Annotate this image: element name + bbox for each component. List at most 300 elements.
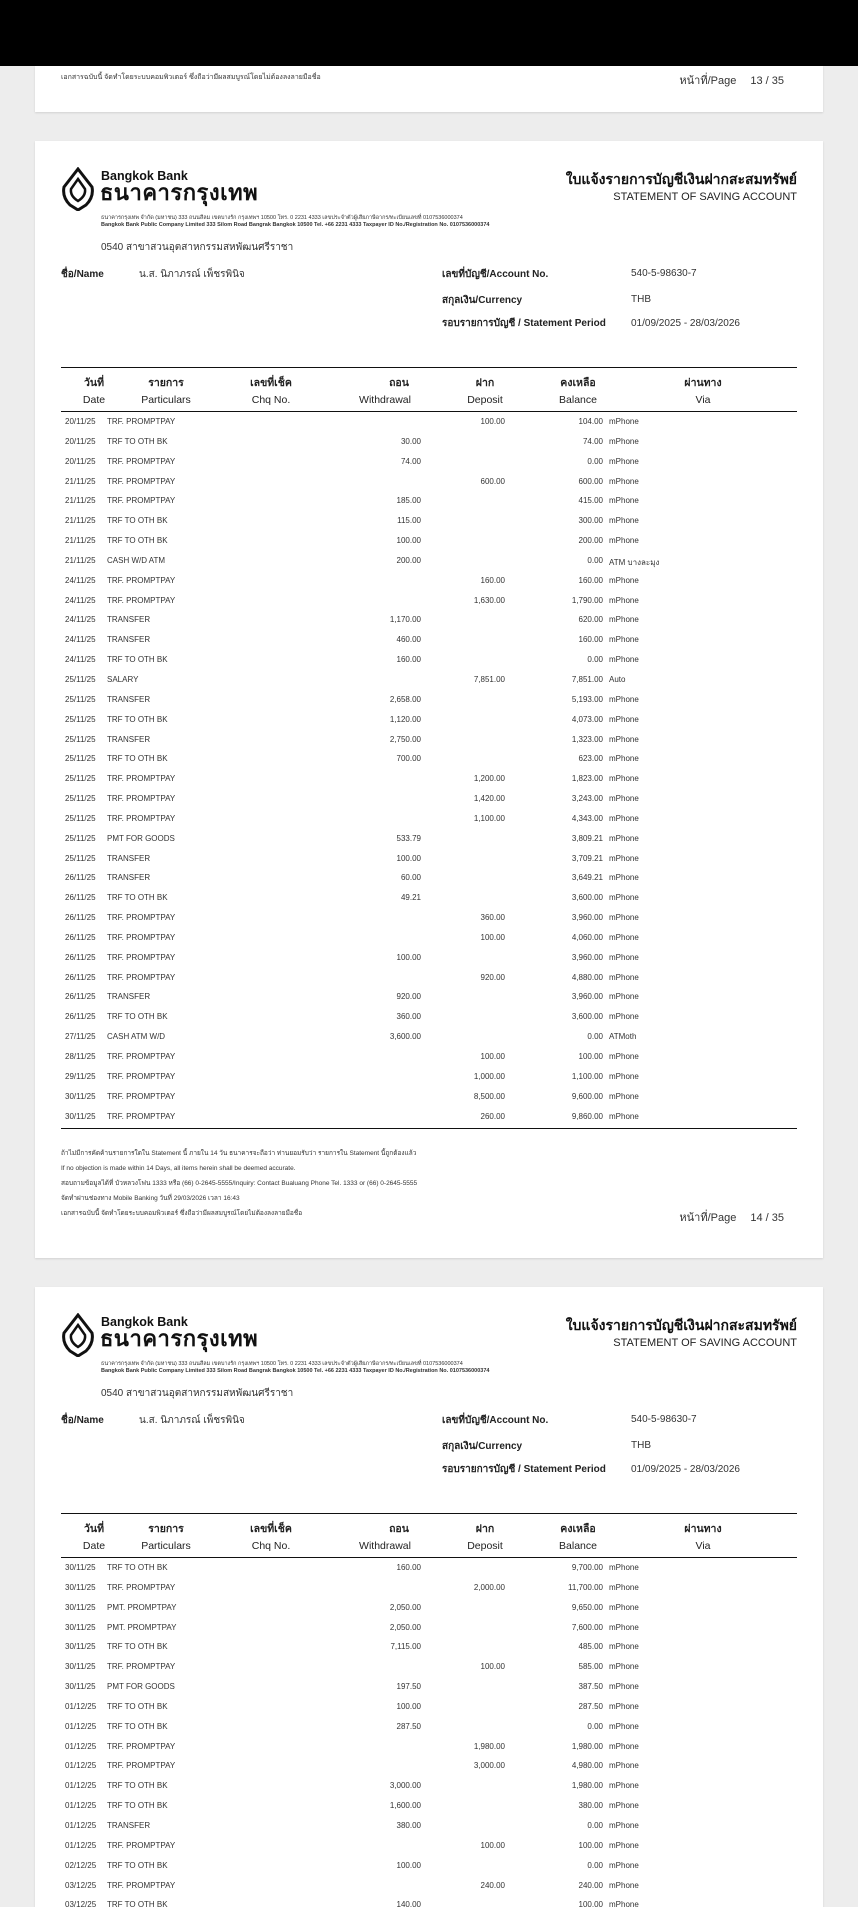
row-deposit: 7,851.00 bbox=[473, 674, 505, 684]
table-row bbox=[61, 1677, 797, 1697]
col-balance-en: Balance bbox=[559, 394, 597, 406]
row-via: mPhone bbox=[609, 1682, 639, 1692]
row-date: 01/12/25 bbox=[65, 1801, 97, 1811]
row-date: 28/11/25 bbox=[65, 1052, 96, 1061]
row-particulars: TRF. PROMPTPAY bbox=[107, 1111, 176, 1121]
row-particulars: TRF TO OTH BK bbox=[107, 1563, 168, 1572]
row-particulars: PMT FOR GOODS bbox=[107, 1682, 175, 1692]
row-balance: 200.00 bbox=[578, 536, 603, 546]
row-deposit: 160.00 bbox=[480, 575, 505, 585]
table-row bbox=[61, 1836, 797, 1856]
row-via: mPhone bbox=[609, 932, 639, 942]
col-deposit-th: ฝาก bbox=[475, 1523, 495, 1535]
row-deposit: 240.00 bbox=[480, 1880, 505, 1890]
table-row bbox=[61, 1697, 797, 1717]
col-withdrawal-en: Withdrawal bbox=[359, 394, 411, 406]
row-date: 25/11/25 bbox=[65, 833, 96, 843]
col-particulars-th: รายการ bbox=[148, 1523, 184, 1535]
row-via: mPhone bbox=[609, 575, 639, 585]
statement-title-th: ใบแจ้งรายการบัญชีเงินฝากสะสมทรัพย์ bbox=[565, 171, 797, 187]
table-row bbox=[61, 888, 797, 908]
row-withdrawal: 920.00 bbox=[396, 992, 421, 1002]
table-top-rule bbox=[61, 1513, 797, 1514]
col-chq-th: เลขที่เช็ค bbox=[250, 1523, 292, 1535]
row-withdrawal: 185.00 bbox=[396, 496, 421, 506]
account-no-value: 540-5-98630-7 bbox=[631, 268, 697, 279]
row-date: 26/11/25 bbox=[65, 972, 96, 982]
row-via: mPhone bbox=[609, 1741, 639, 1751]
account-no-label: เลขที่บัญชี/Account No. bbox=[442, 269, 549, 280]
col-balance-th: คงเหลือ bbox=[560, 377, 596, 389]
row-via: mPhone bbox=[609, 694, 639, 704]
table-row bbox=[61, 1657, 797, 1677]
statement-period-label: รอบรายการบัญชี / Statement Period bbox=[442, 318, 606, 329]
statement-period-value: 01/09/2025 - 28/03/2026 bbox=[631, 1464, 740, 1475]
col-via-th: ผ่านทาง bbox=[684, 1523, 722, 1535]
row-date: 20/11/25 bbox=[65, 417, 96, 426]
row-balance: 3,809.21 bbox=[571, 833, 603, 843]
row-via: mPhone bbox=[609, 615, 639, 625]
row-deposit: 360.00 bbox=[480, 913, 505, 923]
table-row bbox=[61, 670, 797, 690]
row-withdrawal: 160.00 bbox=[396, 655, 421, 665]
col-particulars-en: Particulars bbox=[141, 1540, 191, 1552]
row-withdrawal: 74.00 bbox=[400, 456, 421, 466]
row-withdrawal: 160.00 bbox=[396, 1563, 421, 1572]
row-date: 21/11/25 bbox=[65, 536, 96, 546]
row-particulars: TRANSFER bbox=[107, 694, 151, 704]
table-row bbox=[61, 452, 797, 472]
row-particulars: TRF. PROMPTPAY bbox=[107, 1741, 176, 1751]
row-balance: 1,980.00 bbox=[571, 1741, 603, 1751]
table-row bbox=[61, 868, 797, 888]
row-balance: 485.00 bbox=[578, 1642, 603, 1652]
row-particulars: TRF TO OTH BK bbox=[107, 893, 168, 903]
row-particulars: TRANSFER bbox=[107, 1820, 151, 1830]
row-via: mPhone bbox=[609, 972, 639, 982]
disclaimer-th: ถ้าไม่มีการคัดค้านรายการใดใน Statement นี้ ภายใน 14 วัน ธนาคารจะถือว่า ท่านยอมรับว่า รายการใน Statement นี้ถูกต้องแล้ว bbox=[61, 1150, 417, 1157]
row-deposit: 1,200.00 bbox=[473, 774, 505, 784]
row-via: mPhone bbox=[609, 734, 639, 744]
row-balance: 9,650.00 bbox=[571, 1602, 603, 1612]
row-particulars: TRF TO OTH BK bbox=[107, 1860, 168, 1870]
row-date: 27/11/25 bbox=[65, 1032, 96, 1042]
table-row bbox=[61, 432, 797, 452]
statement-title-en: STATEMENT OF SAVING ACCOUNT bbox=[613, 191, 797, 203]
table-row bbox=[61, 829, 797, 849]
row-balance: 1,100.00 bbox=[571, 1071, 603, 1081]
row-particulars: CASH W/D ATM bbox=[107, 555, 166, 565]
row-via: mPhone bbox=[609, 1721, 639, 1731]
row-via: mPhone bbox=[609, 1701, 639, 1711]
row-via: mPhone bbox=[609, 595, 639, 605]
col-date-en: Date bbox=[82, 394, 106, 406]
account-holder-name: น.ส. นิภาภรณ์ เพ็ชรพินิจ bbox=[139, 1415, 245, 1426]
table-row bbox=[61, 809, 797, 829]
row-date: 26/11/25 bbox=[65, 992, 96, 1002]
row-particulars: TRF. PROMPTPAY bbox=[107, 595, 176, 605]
table-row bbox=[61, 948, 797, 968]
col-deposit-th: ฝาก bbox=[475, 377, 495, 389]
row-particulars: SALARY bbox=[107, 674, 139, 684]
row-balance: 585.00 bbox=[578, 1662, 603, 1672]
table-row bbox=[61, 789, 797, 809]
row-via: mPhone bbox=[609, 952, 639, 962]
row-deposit: 600.00 bbox=[480, 476, 505, 486]
row-particulars: TRANSFER bbox=[107, 853, 151, 863]
row-particulars: TRF. PROMPTPAY bbox=[107, 1840, 176, 1850]
bank-name-en: Bangkok Bank bbox=[101, 169, 188, 183]
row-particulars: TRF TO OTH BK bbox=[107, 536, 168, 546]
row-date: 30/11/25 bbox=[65, 1602, 96, 1612]
row-balance: 100.00 bbox=[578, 1840, 603, 1850]
row-date: 30/11/25 bbox=[65, 1622, 96, 1632]
row-via: mPhone bbox=[609, 853, 639, 863]
row-date: 25/11/25 bbox=[65, 754, 96, 764]
account-no-label: เลขที่บัญชี/Account No. bbox=[442, 1415, 549, 1426]
row-withdrawal: 2,050.00 bbox=[389, 1602, 421, 1612]
row-date: 20/11/25 bbox=[65, 456, 96, 466]
row-particulars: TRF. PROMPTPAY bbox=[107, 456, 176, 466]
row-particulars: TRF TO OTH BK bbox=[107, 1701, 168, 1711]
col-chq-th: เลขที่เช็ค bbox=[250, 377, 292, 389]
row-balance: 74.00 bbox=[582, 436, 603, 446]
row-via: mPhone bbox=[609, 794, 639, 804]
table-row bbox=[61, 1717, 797, 1737]
row-withdrawal: 100.00 bbox=[396, 853, 421, 863]
row-balance: 3,243.00 bbox=[571, 794, 603, 804]
row-date: 30/11/25 bbox=[65, 1563, 96, 1572]
row-via: mPhone bbox=[609, 873, 639, 883]
row-particulars: TRF. PROMPTPAY bbox=[107, 913, 176, 923]
table-row bbox=[61, 1637, 797, 1657]
table-row bbox=[61, 1796, 797, 1816]
table-row bbox=[61, 1107, 797, 1127]
transactions-table bbox=[61, 1558, 797, 1907]
currency-value: THB bbox=[631, 294, 651, 305]
row-balance: 4,073.00 bbox=[571, 714, 603, 724]
row-particulars: TRF. PROMPTPAY bbox=[107, 952, 176, 962]
currency-label: สกุลเงิน/Currency bbox=[442, 295, 523, 306]
row-date: 01/12/25 bbox=[65, 1701, 97, 1711]
col-chq-en: Chq No. bbox=[251, 394, 291, 406]
row-date: 01/12/25 bbox=[65, 1741, 97, 1751]
row-balance: 415.00 bbox=[578, 496, 603, 506]
table-row bbox=[61, 987, 797, 1007]
row-balance: 1,980.00 bbox=[571, 1781, 603, 1791]
row-date: 26/11/25 bbox=[65, 952, 96, 962]
row-balance: 620.00 bbox=[578, 615, 603, 625]
row-via: mPhone bbox=[609, 1642, 639, 1652]
table-row bbox=[61, 749, 797, 769]
row-date: 25/11/25 bbox=[65, 853, 96, 863]
row-balance: 300.00 bbox=[578, 516, 603, 526]
row-withdrawal: 60.00 bbox=[400, 873, 421, 883]
row-balance: 387.50 bbox=[578, 1682, 603, 1692]
row-via: mPhone bbox=[609, 1071, 639, 1081]
row-balance: 623.00 bbox=[578, 754, 603, 764]
row-date: 25/11/25 bbox=[65, 674, 96, 684]
table-row bbox=[61, 1578, 797, 1598]
row-withdrawal: 1,120.00 bbox=[389, 714, 421, 724]
row-deposit: 100.00 bbox=[480, 417, 505, 426]
row-balance: 380.00 bbox=[578, 1801, 603, 1811]
row-via: ATMoth bbox=[609, 1032, 637, 1042]
row-date: 01/12/25 bbox=[65, 1820, 97, 1830]
row-balance: 4,880.00 bbox=[571, 972, 603, 982]
table-row bbox=[61, 730, 797, 750]
row-date: 01/12/25 bbox=[65, 1761, 97, 1771]
statement-title-en: STATEMENT OF SAVING ACCOUNT bbox=[613, 1337, 797, 1349]
row-particulars: TRF TO OTH BK bbox=[107, 714, 168, 724]
row-via: mPhone bbox=[609, 655, 639, 665]
bank-name-en: Bangkok Bank bbox=[101, 1315, 188, 1329]
row-date: 25/11/25 bbox=[65, 774, 96, 784]
row-withdrawal: 100.00 bbox=[396, 1860, 421, 1870]
row-via: mPhone bbox=[609, 1781, 639, 1791]
row-particulars: TRF TO OTH BK bbox=[107, 1900, 168, 1907]
col-chq-en: Chq No. bbox=[251, 1540, 291, 1552]
row-via: mPhone bbox=[609, 1801, 639, 1811]
table-row bbox=[61, 1067, 797, 1087]
row-particulars: TRF. PROMPTPAY bbox=[107, 1880, 176, 1890]
row-particulars: TRF TO OTH BK bbox=[107, 1801, 168, 1811]
row-balance: 3,960.00 bbox=[571, 992, 603, 1002]
statement-page-14 bbox=[35, 141, 823, 1258]
row-deposit: 2,000.00 bbox=[473, 1582, 505, 1592]
table-row bbox=[61, 650, 797, 670]
row-date: 21/11/25 bbox=[65, 555, 96, 565]
row-balance: 0.00 bbox=[587, 1032, 603, 1042]
row-date: 29/11/25 bbox=[65, 1071, 96, 1081]
table-row bbox=[61, 531, 797, 551]
row-date: 03/12/25 bbox=[65, 1880, 97, 1890]
row-particulars: TRF. PROMPTPAY bbox=[107, 496, 176, 506]
bank-name-th: ธนาคารกรุงเทพ bbox=[100, 181, 259, 206]
footer-note: เอกสารฉบับนี้ จัดทำโดยระบบคอมพิวเตอร์ ซึ่งถือว่ามีผลสมบูรณ์โดยไม่ต้องลงลายมือชื่อ bbox=[61, 1210, 303, 1217]
row-particulars: TRF TO OTH BK bbox=[107, 1012, 168, 1022]
row-via: mPhone bbox=[609, 1622, 639, 1632]
row-particulars: TRF TO OTH BK bbox=[107, 655, 168, 665]
row-date: 30/11/25 bbox=[65, 1091, 96, 1101]
row-via: mPhone bbox=[609, 833, 639, 843]
row-date: 25/11/25 bbox=[65, 714, 96, 724]
row-balance: 100.00 bbox=[578, 1900, 603, 1907]
bangkok-bank-logo-icon bbox=[61, 167, 95, 211]
row-withdrawal: 197.50 bbox=[396, 1682, 421, 1692]
row-via: mPhone bbox=[609, 516, 639, 526]
row-via: mPhone bbox=[609, 1900, 639, 1907]
row-date: 02/12/25 bbox=[65, 1860, 97, 1870]
col-date-th: วันที่ bbox=[84, 377, 104, 389]
col-balance-en: Balance bbox=[559, 1540, 597, 1552]
table-row bbox=[61, 491, 797, 511]
row-balance: 4,343.00 bbox=[571, 813, 603, 823]
row-date: 01/12/25 bbox=[65, 1721, 97, 1731]
table-row bbox=[61, 1618, 797, 1638]
row-via: mPhone bbox=[609, 893, 639, 903]
table-row bbox=[61, 769, 797, 789]
row-particulars: TRANSFER bbox=[107, 615, 151, 625]
row-withdrawal: 30.00 bbox=[400, 436, 421, 446]
row-balance: 9,860.00 bbox=[571, 1111, 603, 1121]
col-date-en: Date bbox=[82, 1540, 106, 1552]
table-top-rule bbox=[61, 367, 797, 368]
statement-page-13 bbox=[35, 66, 823, 112]
row-particulars: TRF. PROMPTPAY bbox=[107, 1662, 176, 1672]
generated-info: จัดทำผ่านช่องทาง Mobile Banking วันที่ 29/03/2026 เวลา 16:43 bbox=[61, 1195, 240, 1202]
row-balance: 104.00 bbox=[578, 417, 603, 426]
row-withdrawal: 1,600.00 bbox=[389, 1801, 421, 1811]
row-via: mPhone bbox=[609, 813, 639, 823]
status-bar bbox=[0, 0, 858, 66]
col-withdrawal-th: ถอน bbox=[389, 1523, 409, 1535]
row-balance: 287.50 bbox=[578, 1701, 603, 1711]
table-bottom-rule bbox=[61, 1128, 797, 1129]
statement-period-value: 01/09/2025 - 28/03/2026 bbox=[631, 318, 740, 329]
row-via: ATM บางละมุง bbox=[609, 557, 660, 567]
row-withdrawal: 2,750.00 bbox=[389, 734, 421, 744]
row-withdrawal: 140.00 bbox=[396, 1900, 421, 1907]
row-balance: 160.00 bbox=[578, 575, 603, 585]
row-date: 30/11/25 bbox=[65, 1682, 96, 1692]
account-no-value: 540-5-98630-7 bbox=[631, 1414, 697, 1425]
row-particulars: PMT FOR GOODS bbox=[107, 833, 175, 843]
row-via: mPhone bbox=[609, 1582, 639, 1592]
row-particulars: TRF TO OTH BK bbox=[107, 1781, 168, 1791]
row-withdrawal: 100.00 bbox=[396, 952, 421, 962]
row-balance: 3,960.00 bbox=[571, 952, 603, 962]
row-date: 24/11/25 bbox=[65, 575, 96, 585]
row-date: 30/11/25 bbox=[65, 1642, 96, 1652]
row-deposit: 100.00 bbox=[480, 1840, 505, 1850]
row-via: Auto bbox=[609, 674, 626, 684]
row-particulars: CASH ATM W/D bbox=[107, 1032, 166, 1042]
table-row bbox=[61, 908, 797, 928]
row-via: mPhone bbox=[609, 774, 639, 784]
row-via: mPhone bbox=[609, 1563, 639, 1572]
row-withdrawal: 3,600.00 bbox=[389, 1032, 421, 1042]
row-particulars: TRANSFER bbox=[107, 635, 151, 645]
row-withdrawal: 100.00 bbox=[396, 1701, 421, 1711]
statement-period-label: รอบรายการบัญชี / Statement Period bbox=[442, 1464, 606, 1475]
row-deposit: 1,000.00 bbox=[473, 1071, 505, 1081]
row-via: mPhone bbox=[609, 754, 639, 764]
row-balance: 240.00 bbox=[578, 1880, 603, 1890]
table-row bbox=[61, 1856, 797, 1876]
row-date: 24/11/25 bbox=[65, 595, 96, 605]
row-deposit: 260.00 bbox=[480, 1111, 505, 1121]
row-particulars: TRF. PROMPTPAY bbox=[107, 417, 176, 426]
row-particulars: PMT. PROMPTPAY bbox=[107, 1622, 177, 1632]
table-row bbox=[61, 1816, 797, 1836]
table-row bbox=[61, 1558, 797, 1578]
bangkok-bank-logo-icon bbox=[61, 1313, 95, 1357]
row-date: 03/12/25 bbox=[65, 1900, 97, 1907]
row-date: 26/11/25 bbox=[65, 913, 96, 923]
table-row bbox=[61, 1737, 797, 1757]
row-date: 24/11/25 bbox=[65, 635, 96, 645]
row-via: mPhone bbox=[609, 417, 639, 426]
row-via: mPhone bbox=[609, 992, 639, 1002]
row-withdrawal: 287.50 bbox=[396, 1721, 421, 1731]
row-via: mPhone bbox=[609, 913, 639, 923]
row-via: mPhone bbox=[609, 1840, 639, 1850]
row-particulars: TRF. PROMPTPAY bbox=[107, 794, 176, 804]
row-via: mPhone bbox=[609, 1662, 639, 1672]
row-particulars: TRF. PROMPTPAY bbox=[107, 972, 176, 982]
table-row bbox=[61, 928, 797, 948]
row-balance: 4,060.00 bbox=[571, 932, 603, 942]
row-withdrawal: 1,170.00 bbox=[389, 615, 421, 625]
row-via: mPhone bbox=[609, 1012, 639, 1022]
row-balance: 600.00 bbox=[578, 476, 603, 486]
row-withdrawal: 360.00 bbox=[396, 1012, 421, 1022]
bank-address-en: Bangkok Bank Public Company Limited 333 Silom Road Bangrak Bangkok 10500 Tel. +66 2231 4333 Taxpayer ID No./Registration No. 0107536000374 bbox=[101, 1368, 490, 1374]
row-balance: 0.00 bbox=[587, 655, 603, 665]
row-balance: 7,600.00 bbox=[571, 1622, 603, 1632]
row-date: 24/11/25 bbox=[65, 655, 96, 665]
bank-address-th: ธนาคารกรุงเทพ จำกัด (มหาชน) 333 ถนนสีลม เขตบางรัก กรุงเทพฯ 10500 โทร. 0 2231 4333 เลขประจำตัวผู้เสียภาษีอากร/ทะเบียนเลขที่ 0107536000374 bbox=[101, 1361, 463, 1367]
col-via-en: Via bbox=[695, 1540, 711, 1552]
row-withdrawal: 533.79 bbox=[396, 833, 421, 843]
row-date: 24/11/25 bbox=[65, 615, 96, 625]
row-particulars: TRF. PROMPTPAY bbox=[107, 575, 176, 585]
row-particulars: TRF. PROMPTPAY bbox=[107, 1761, 176, 1771]
row-date: 25/11/25 bbox=[65, 734, 96, 744]
row-particulars: TRF TO OTH BK bbox=[107, 1642, 168, 1652]
row-particulars: TRF. PROMPTPAY bbox=[107, 1582, 176, 1592]
row-deposit: 1,420.00 bbox=[473, 794, 505, 804]
row-deposit: 100.00 bbox=[480, 932, 505, 942]
row-via: mPhone bbox=[609, 496, 639, 506]
row-balance: 5,193.00 bbox=[571, 694, 603, 704]
disclaimer-en: If no objection is made within 14 Days, all items herein shall be deemed accurate. bbox=[61, 1165, 296, 1172]
row-via: mPhone bbox=[609, 456, 639, 466]
row-balance: 3,600.00 bbox=[571, 893, 603, 903]
col-via-en: Via bbox=[695, 394, 711, 406]
row-particulars: TRF TO OTH BK bbox=[107, 516, 168, 526]
row-withdrawal: 3,000.00 bbox=[389, 1781, 421, 1791]
row-balance: 0.00 bbox=[587, 555, 603, 565]
row-particulars: TRANSFER bbox=[107, 734, 151, 744]
table-row bbox=[61, 630, 797, 650]
row-via: mPhone bbox=[609, 1820, 639, 1830]
row-particulars: TRF. PROMPTPAY bbox=[107, 774, 176, 784]
row-deposit: 3,000.00 bbox=[473, 1761, 505, 1771]
row-particulars: TRF TO OTH BK bbox=[107, 1721, 168, 1731]
row-withdrawal: 460.00 bbox=[396, 635, 421, 645]
row-balance: 3,709.21 bbox=[571, 853, 603, 863]
row-deposit: 8,500.00 bbox=[473, 1091, 505, 1101]
table-row bbox=[61, 412, 797, 432]
row-via: mPhone bbox=[609, 635, 639, 645]
table-row bbox=[61, 551, 797, 571]
row-via: mPhone bbox=[609, 1091, 639, 1101]
row-withdrawal: 2,658.00 bbox=[389, 694, 421, 704]
account-holder-name: น.ส. นิภาภรณ์ เพ็ชรพินิจ bbox=[139, 269, 245, 280]
name-label: ชื่อ/Name bbox=[61, 1415, 104, 1426]
table-row bbox=[61, 1007, 797, 1027]
row-particulars: TRF. PROMPTPAY bbox=[107, 476, 176, 486]
name-label: ชื่อ/Name bbox=[61, 269, 104, 280]
table-row bbox=[61, 511, 797, 531]
row-date: 25/11/25 bbox=[65, 794, 96, 804]
row-withdrawal: 200.00 bbox=[396, 555, 421, 565]
row-via: mPhone bbox=[609, 436, 639, 446]
row-date: 30/11/25 bbox=[65, 1111, 96, 1121]
row-balance: 9,700.00 bbox=[571, 1563, 603, 1572]
